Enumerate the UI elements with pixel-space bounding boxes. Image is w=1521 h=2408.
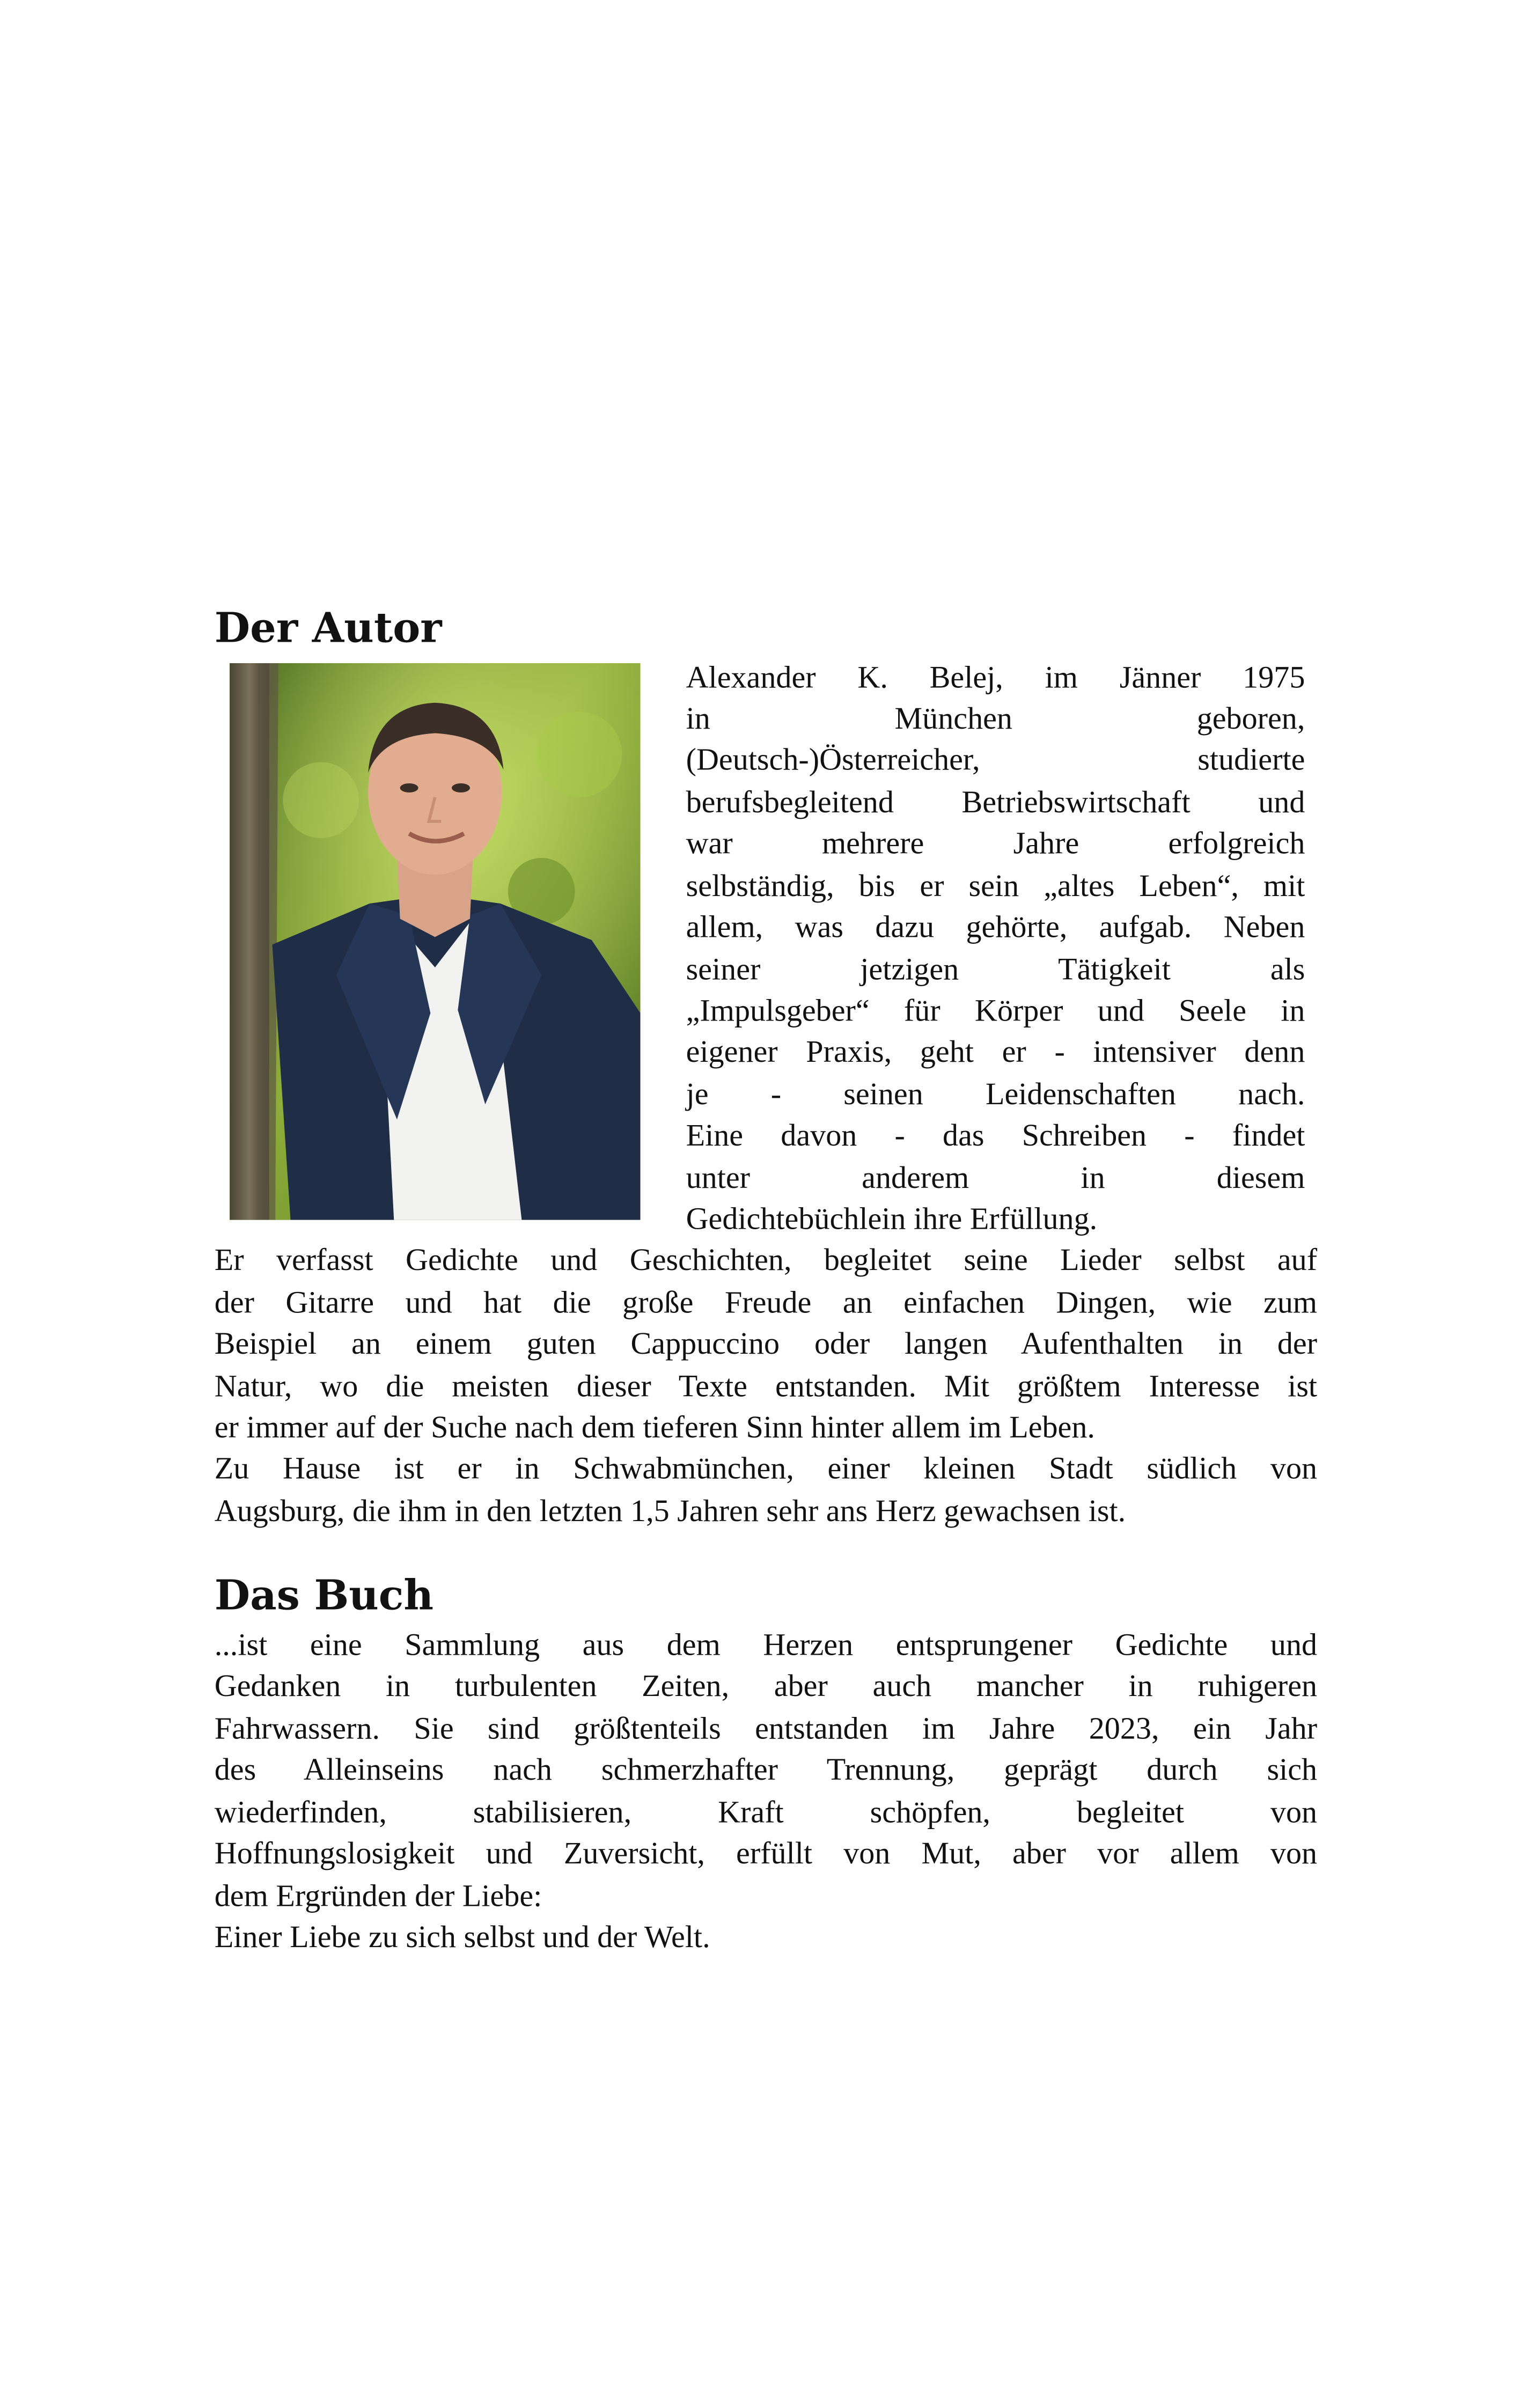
author-bio-line: in München geboren, — [686, 702, 1305, 737]
author-bio-line: Zu Hause ist er in Schwabmünchen, einer kleinen Stadt südlich von — [214, 1452, 1318, 1486]
author-bio-line: Augsburg, die ihm in den letzten 1,5 Jahren sehr ans Herz gewachsen ist. — [214, 1495, 1126, 1529]
author-bio-line: Gedichtebüchlein ihre Erfüllung. — [686, 1203, 1098, 1237]
author-bio-line: (Deutsch-)Österreicher, studierte — [686, 744, 1305, 777]
author-bio-line: seiner jetzigen Tätigkeit als — [686, 953, 1305, 987]
author-bio-line: selbständig, bis er sein „altes Leben“, mit — [686, 870, 1305, 904]
author-bio-line: allem, was dazu gehörte, aufgab. Neben — [686, 911, 1305, 945]
author-heading: Der Autor — [214, 605, 442, 653]
author-bio-line: Beispiel an einem guten Cappuccino oder langen Aufenthalten in der — [214, 1327, 1318, 1362]
author-portrait-image — [230, 663, 640, 1220]
author-photo — [230, 663, 640, 1220]
author-bio-line: der Gitarre und hat die große Freude an einfachen Dingen, wie zum — [214, 1287, 1318, 1320]
book-description-line: dem Ergründen der Liebe: — [214, 1880, 542, 1914]
book-description-line: ...ist eine Sammlung aus dem Herzen entsprungener Gedichte und — [214, 1629, 1318, 1663]
author-bio-line: Natur, wo die meisten dieser Texte entstanden. Mit größtem Interesse ist — [214, 1370, 1318, 1404]
author-bio-line: „Impulsgeber“ für Körper und Seele in — [686, 995, 1305, 1029]
book-description-line: Gedanken in turbulenten Zeiten, aber auch mancher in ruhigeren — [214, 1670, 1318, 1704]
book-description-line: Hoffnungslosigkeit und Zuversicht, erfüllt von Mut, aber vor allem von — [214, 1837, 1318, 1871]
author-bio-line: unter anderem in diesem — [686, 1162, 1305, 1196]
author-bio-line: eigener Praxis, geht er - intensiver denn — [686, 1036, 1305, 1070]
author-bio-line: er immer auf der Suche nach dem tieferen Sinn hinter allem im Leben. — [214, 1411, 1095, 1445]
book-description-line: wiederfinden, stabilisieren, Kraft schöpfen, begleitet von — [214, 1796, 1318, 1830]
author-bio-line: Alexander K. Belej, im Jänner 1975 — [686, 662, 1305, 695]
author-bio-line: Eine davon - das Schreiben - findet — [686, 1119, 1305, 1153]
book-heading: Das Buch — [214, 1573, 434, 1620]
book-description-line: Fahrwassern. Sie sind größtenteils entstanden im Jahre 2023, ein Jahr — [214, 1713, 1318, 1746]
book-description-line: Einer Liebe zu sich selbst und der Welt. — [214, 1921, 710, 1955]
book-description-line: des Alleinseins nach schmerzhafter Trennung, geprägt durch sich — [214, 1753, 1318, 1788]
author-bio-line: berufsbegleitend Betriebswirtschaft und — [686, 786, 1305, 820]
author-bio-line: war mehrere Jahre erfolgreich — [686, 827, 1305, 861]
author-bio-line: Er verfasst Gedichte und Geschichten, begleitet seine Lieder selbst auf — [214, 1244, 1318, 1278]
author-bio-line: je - seinen Leidenschaften nach. — [686, 1078, 1305, 1112]
